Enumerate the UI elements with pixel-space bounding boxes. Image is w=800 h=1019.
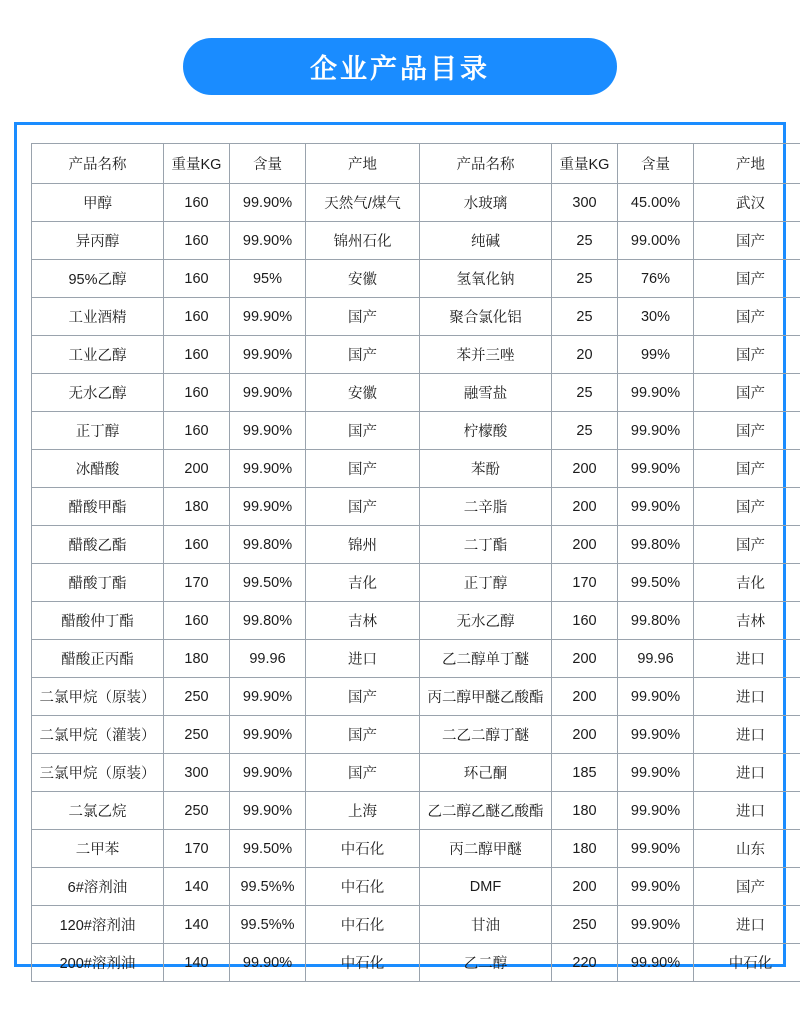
purity-cell: 99.80% (230, 602, 306, 640)
origin-cell: 进口 (694, 716, 800, 754)
origin-cell: 天然气/煤气 (306, 184, 420, 222)
product-name-cell: 融雪盐 (420, 374, 552, 412)
purity-cell: 76% (618, 260, 694, 298)
product-name-cell: 工业乙醇 (32, 336, 164, 374)
purity-cell: 30% (618, 298, 694, 336)
weight-cell: 200 (552, 488, 618, 526)
weight-cell: 160 (164, 260, 230, 298)
product-name-cell: 二辛脂 (420, 488, 552, 526)
page-title: 企业产品目录 (183, 38, 617, 95)
weight-cell: 180 (164, 640, 230, 678)
origin-cell: 安徽 (306, 374, 420, 412)
weight-cell: 160 (164, 374, 230, 412)
column-header: 产品名称 (32, 144, 164, 184)
weight-cell: 170 (552, 564, 618, 602)
column-header: 产品名称 (420, 144, 552, 184)
origin-cell: 国产 (306, 412, 420, 450)
purity-cell: 99.90% (230, 678, 306, 716)
product-name-cell: 氢氧化钠 (420, 260, 552, 298)
weight-cell: 140 (164, 868, 230, 906)
origin-cell: 国产 (694, 222, 800, 260)
table-row (32, 336, 800, 374)
product-name-cell: 120#溶剂油 (32, 906, 164, 944)
weight-cell: 200 (552, 868, 618, 906)
purity-cell: 99.96 (230, 640, 306, 678)
product-name-cell: 纯碱 (420, 222, 552, 260)
purity-cell: 99.90% (230, 222, 306, 260)
origin-cell: 武汉 (694, 184, 800, 222)
purity-cell: 99.90% (230, 716, 306, 754)
table-header (32, 144, 800, 184)
table-row (32, 792, 800, 830)
origin-cell: 进口 (694, 792, 800, 830)
origin-cell: 中石化 (694, 944, 800, 982)
weight-cell: 25 (552, 260, 618, 298)
weight-cell: 200 (164, 450, 230, 488)
product-name-cell: 醋酸甲酯 (32, 488, 164, 526)
weight-cell: 160 (164, 526, 230, 564)
origin-cell: 国产 (694, 260, 800, 298)
product-name-cell: 二乙二醇丁醚 (420, 716, 552, 754)
purity-cell: 99.90% (230, 792, 306, 830)
weight-cell: 160 (552, 602, 618, 640)
origin-cell: 进口 (306, 640, 420, 678)
weight-cell: 25 (552, 374, 618, 412)
product-name-cell: DMF (420, 868, 552, 906)
column-header: 产地 (306, 144, 420, 184)
product-name-cell: 200#溶剂油 (32, 944, 164, 982)
origin-cell: 国产 (306, 336, 420, 374)
table-row (32, 678, 800, 716)
table-row (32, 488, 800, 526)
table-row (32, 564, 800, 602)
weight-cell: 170 (164, 830, 230, 868)
origin-cell: 进口 (694, 678, 800, 716)
purity-cell: 99.90% (618, 374, 694, 412)
product-table (31, 143, 800, 982)
origin-cell: 进口 (694, 640, 800, 678)
product-name-cell: 正丁醇 (32, 412, 164, 450)
weight-cell: 200 (552, 640, 618, 678)
purity-cell: 99.90% (618, 868, 694, 906)
weight-cell: 300 (164, 754, 230, 792)
weight-cell: 170 (164, 564, 230, 602)
origin-cell: 吉林 (306, 602, 420, 640)
catalog-frame (14, 122, 786, 972)
origin-cell: 国产 (694, 868, 800, 906)
origin-cell: 国产 (306, 716, 420, 754)
purity-cell: 99.90% (618, 754, 694, 792)
weight-cell: 250 (552, 906, 618, 944)
origin-cell: 吉化 (694, 564, 800, 602)
weight-cell: 200 (552, 716, 618, 754)
weight-cell: 180 (552, 830, 618, 868)
origin-cell: 国产 (694, 450, 800, 488)
column-header: 重量KG (552, 144, 618, 184)
table-row (32, 222, 800, 260)
purity-cell: 99.50% (230, 564, 306, 602)
origin-cell: 国产 (694, 336, 800, 374)
product-name-cell: 95%乙醇 (32, 260, 164, 298)
table-row (32, 412, 800, 450)
origin-cell: 锦州 (306, 526, 420, 564)
purity-cell: 99.90% (618, 678, 694, 716)
title-section (0, 0, 800, 95)
weight-cell: 160 (164, 184, 230, 222)
table-row (32, 716, 800, 754)
origin-cell: 国产 (306, 678, 420, 716)
weight-cell: 25 (552, 298, 618, 336)
product-name-cell: 无水乙醇 (420, 602, 552, 640)
product-name-cell: 二氯甲烷（原装） (32, 678, 164, 716)
origin-cell: 国产 (306, 298, 420, 336)
table-row (32, 906, 800, 944)
origin-cell: 国产 (694, 298, 800, 336)
weight-cell: 25 (552, 412, 618, 450)
product-name-cell: 丙二醇甲醚 (420, 830, 552, 868)
product-name-cell: 聚合氯化铝 (420, 298, 552, 336)
weight-cell: 160 (164, 602, 230, 640)
table-row (32, 450, 800, 488)
purity-cell: 99.90% (230, 412, 306, 450)
weight-cell: 160 (164, 298, 230, 336)
origin-cell: 进口 (694, 906, 800, 944)
table-row (32, 184, 800, 222)
weight-cell: 180 (164, 488, 230, 526)
table-row (32, 298, 800, 336)
product-name-cell: 二氯乙烷 (32, 792, 164, 830)
table-body (32, 184, 800, 982)
table-header-row (32, 144, 800, 184)
purity-cell: 99.90% (230, 488, 306, 526)
origin-cell: 国产 (694, 374, 800, 412)
weight-cell: 160 (164, 336, 230, 374)
product-name-cell: 苯酚 (420, 450, 552, 488)
weight-cell: 200 (552, 678, 618, 716)
purity-cell: 99.90% (618, 716, 694, 754)
product-name-cell: 丙二醇甲醚乙酸酯 (420, 678, 552, 716)
purity-cell: 99.50% (230, 830, 306, 868)
origin-cell: 上海 (306, 792, 420, 830)
table-row (32, 260, 800, 298)
product-name-cell: 二丁酯 (420, 526, 552, 564)
table-row (32, 868, 800, 906)
purity-cell: 99.90% (618, 792, 694, 830)
column-header: 含量 (618, 144, 694, 184)
origin-cell: 锦州石化 (306, 222, 420, 260)
table-row (32, 754, 800, 792)
origin-cell: 吉林 (694, 602, 800, 640)
weight-cell: 200 (552, 450, 618, 488)
product-name-cell: 二氯甲烷（灌装） (32, 716, 164, 754)
purity-cell: 99.80% (618, 526, 694, 564)
product-name-cell: 醋酸乙酯 (32, 526, 164, 564)
weight-cell: 220 (552, 944, 618, 982)
origin-cell: 进口 (694, 754, 800, 792)
table-row (32, 374, 800, 412)
purity-cell: 99.90% (230, 944, 306, 982)
purity-cell: 99.80% (230, 526, 306, 564)
weight-cell: 250 (164, 792, 230, 830)
table-row (32, 830, 800, 868)
origin-cell: 国产 (306, 754, 420, 792)
origin-cell: 山东 (694, 830, 800, 868)
weight-cell: 20 (552, 336, 618, 374)
origin-cell: 中石化 (306, 830, 420, 868)
origin-cell: 中石化 (306, 906, 420, 944)
table-row (32, 602, 800, 640)
purity-cell: 99.50% (618, 564, 694, 602)
weight-cell: 300 (552, 184, 618, 222)
product-name-cell: 6#溶剂油 (32, 868, 164, 906)
product-name-cell: 柠檬酸 (420, 412, 552, 450)
product-name-cell: 二甲苯 (32, 830, 164, 868)
weight-cell: 180 (552, 792, 618, 830)
purity-cell: 99.5%% (230, 906, 306, 944)
product-name-cell: 醋酸仲丁酯 (32, 602, 164, 640)
purity-cell: 99.90% (618, 412, 694, 450)
product-name-cell: 三氯甲烷（原装） (32, 754, 164, 792)
weight-cell: 250 (164, 716, 230, 754)
product-name-cell: 乙二醇 (420, 944, 552, 982)
purity-cell: 99.90% (230, 450, 306, 488)
purity-cell: 99.00% (618, 222, 694, 260)
product-name-cell: 异丙醇 (32, 222, 164, 260)
product-name-cell: 工业酒精 (32, 298, 164, 336)
origin-cell: 中石化 (306, 868, 420, 906)
weight-cell: 200 (552, 526, 618, 564)
purity-cell: 99.90% (618, 488, 694, 526)
product-name-cell: 水玻璃 (420, 184, 552, 222)
origin-cell: 国产 (694, 412, 800, 450)
weight-cell: 250 (164, 678, 230, 716)
weight-cell: 160 (164, 412, 230, 450)
purity-cell: 45.00% (618, 184, 694, 222)
purity-cell: 99.90% (618, 450, 694, 488)
column-header: 产地 (694, 144, 800, 184)
purity-cell: 99.90% (230, 184, 306, 222)
origin-cell: 国产 (694, 488, 800, 526)
origin-cell: 安徽 (306, 260, 420, 298)
product-name-cell: 环己酮 (420, 754, 552, 792)
product-name-cell: 冰醋酸 (32, 450, 164, 488)
purity-cell: 99.96 (618, 640, 694, 678)
table-row (32, 526, 800, 564)
product-name-cell: 醋酸正丙酯 (32, 640, 164, 678)
origin-cell: 国产 (306, 450, 420, 488)
purity-cell: 95% (230, 260, 306, 298)
purity-cell: 99.90% (618, 830, 694, 868)
product-name-cell: 乙二醇单丁醚 (420, 640, 552, 678)
origin-cell: 中石化 (306, 944, 420, 982)
purity-cell: 99% (618, 336, 694, 374)
column-header: 含量 (230, 144, 306, 184)
product-name-cell: 醋酸丁酯 (32, 564, 164, 602)
weight-cell: 160 (164, 222, 230, 260)
weight-cell: 185 (552, 754, 618, 792)
product-name-cell: 正丁醇 (420, 564, 552, 602)
product-name-cell: 甲醇 (32, 184, 164, 222)
origin-cell: 国产 (306, 488, 420, 526)
table-row (32, 944, 800, 982)
purity-cell: 99.90% (230, 754, 306, 792)
purity-cell: 99.5%% (230, 868, 306, 906)
origin-cell: 吉化 (306, 564, 420, 602)
product-name-cell: 乙二醇乙醚乙酸酯 (420, 792, 552, 830)
purity-cell: 99.90% (230, 374, 306, 412)
purity-cell: 99.90% (230, 298, 306, 336)
weight-cell: 140 (164, 944, 230, 982)
weight-cell: 25 (552, 222, 618, 260)
purity-cell: 99.90% (230, 336, 306, 374)
purity-cell: 99.90% (618, 944, 694, 982)
purity-cell: 99.80% (618, 602, 694, 640)
weight-cell: 140 (164, 906, 230, 944)
product-name-cell: 甘油 (420, 906, 552, 944)
product-name-cell: 苯并三唑 (420, 336, 552, 374)
purity-cell: 99.90% (618, 906, 694, 944)
table-row (32, 640, 800, 678)
column-header: 重量KG (164, 144, 230, 184)
origin-cell: 国产 (694, 526, 800, 564)
product-name-cell: 无水乙醇 (32, 374, 164, 412)
